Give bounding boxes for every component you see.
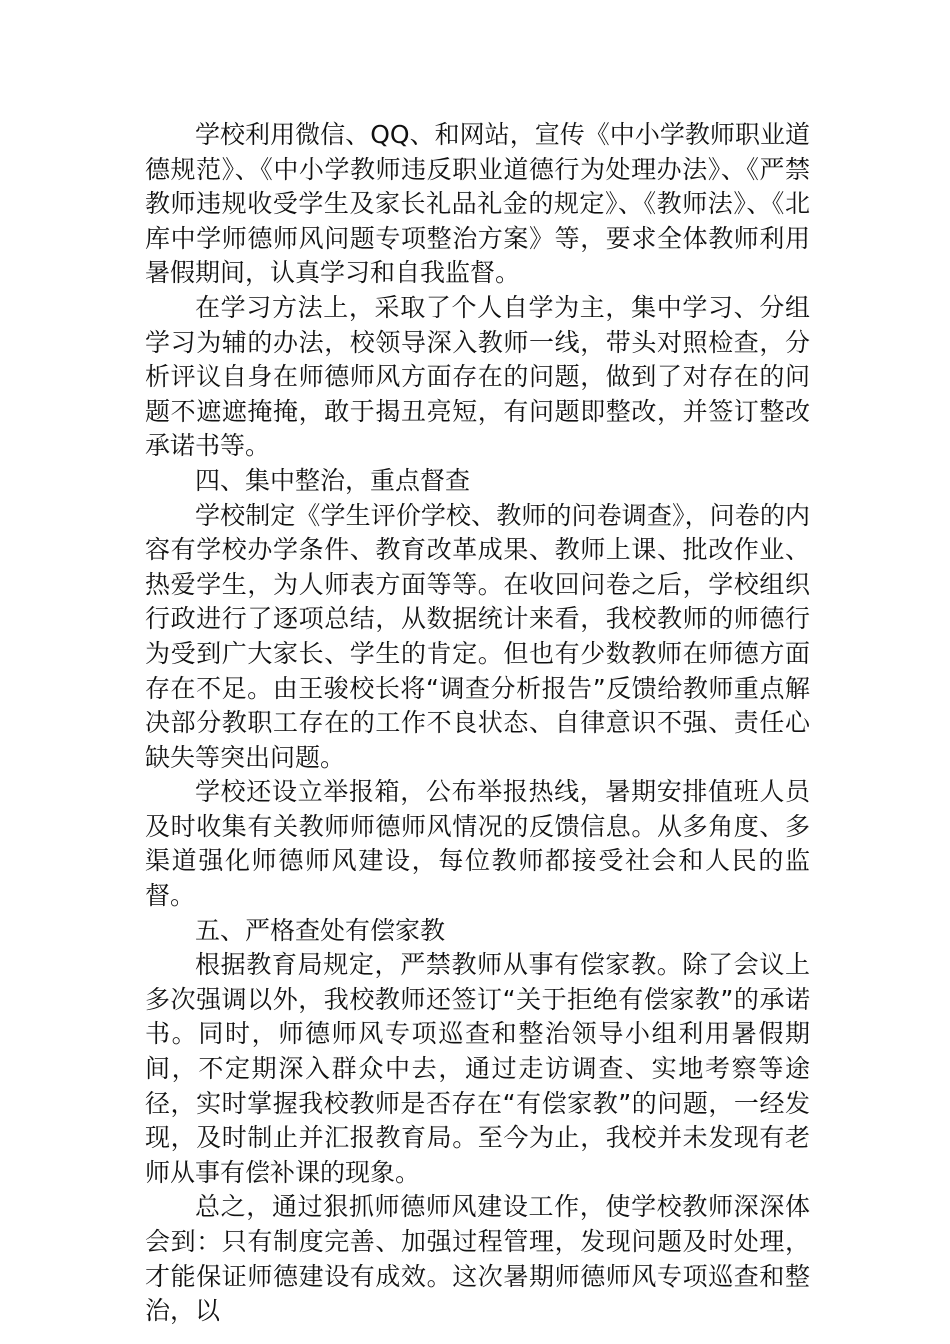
section-heading-4: 四、集中整治，重点督查: [195, 465, 471, 495]
paragraph-paid-tutoring: 根据教育局规定，严禁教师从事有偿家教。除了会议上多次强调以外，我校教师还签订“关于拒绝有偿家教”的承诺书。同时，师德师风专项巡查和整治领导小组利用暑假期间，不定期深入群众中去，通过走访调查、实地考察等途径，实时掌握我校教师是否存在“有偿家教”的问题，一经发现，及时制止并汇报教育局。至今为止，我校并未发现有老师从事有偿补课的现象。: [145, 950, 810, 1187]
paragraph-publicity: 学校利用微信、QQ、和网站，宣传《中小学教师职业道德规范》、《中小学教师违反职业道德行为处理办法》、《严禁教师违规收受学生及家长礼品礼金的规定》、《教师法》、《北库中学师德师风问题专项整治方案》等，要求全体教师利用暑假期间，认真学习和自我监督。: [145, 120, 810, 288]
paragraph-report-box: 学校还设立举报箱，公布举报热线，暑期安排值班人员及时收集有关教师师德师风情况的反馈信息。从多角度、多渠道强化师德师风建设，每位教师都接受社会和人民的监督。: [145, 777, 810, 911]
paragraph-questionnaire: 学校制定《学生评价学校、教师的问卷调查》，问卷的内容有学校办学条件、教育改革成果、教师上课、批改作业、热爱学生，为人师表方面等等。在收回问卷之后，学校组织行政进行了逐项总结，从数据统计来看，我校教师的师德行为受到广大家长、学生的肯定。但也有少数教师在师德方面存在不足。由王骏校长将“调查分析报告”反馈给教师重点解决部分教职工存在的工作不良状态、自律意识不强、责任心缺失等突出问题。: [145, 500, 810, 772]
section-heading-5: 五、严格查处有偿家教: [195, 915, 446, 945]
paragraph-study-method: 在学习方法上，采取了个人自学为主，集中学习、分组学习为辅的办法，校领导深入教师一线，带头对照检查，分析评议自身在师德师风方面存在的问题，做到了对存在的问题不遮遮掩掩，敢于揭丑亮短，有问题即整改，并签订整改承诺书等。: [145, 292, 810, 461]
document-body: [145, 118, 810, 1329]
paragraph-summary: 总之，通过狠抓师德师风建设工作，使学校教师深深体会到：只有制度完善、加强过程管理，发现问题及时处理，才能保证师德建设有成效。这次暑期师德师风专项巡查和整治，以: [145, 1192, 810, 1326]
